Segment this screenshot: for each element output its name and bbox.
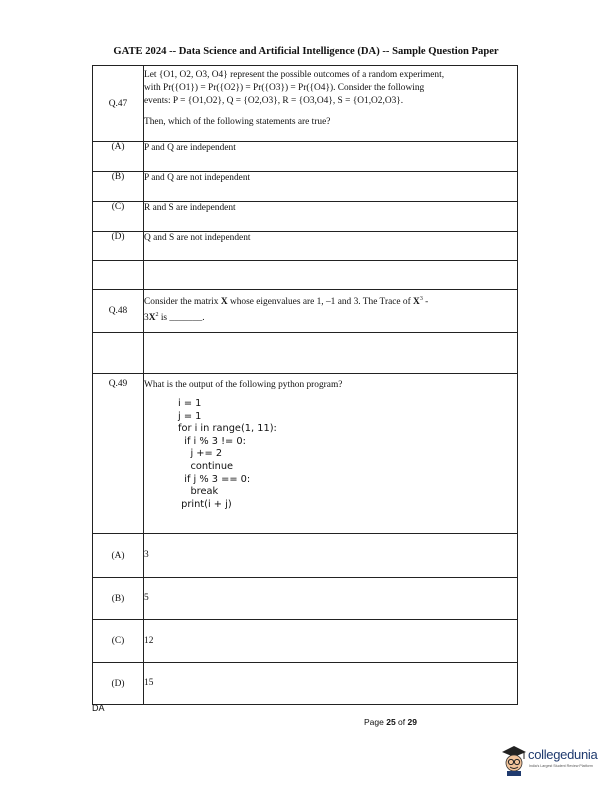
footer-subject-code: DA bbox=[92, 703, 105, 713]
option-row bbox=[93, 172, 518, 202]
option-label: (A) bbox=[93, 142, 144, 172]
option-row bbox=[93, 232, 518, 261]
question-number: Q.47 bbox=[93, 66, 144, 142]
brand-name: collegedunia bbox=[528, 747, 598, 762]
footer-page-number: Page 25 of 29 bbox=[364, 717, 417, 727]
option-label: (D) bbox=[93, 663, 144, 705]
option-text: Q and S are not independent bbox=[144, 232, 518, 261]
question-text bbox=[144, 66, 518, 142]
question-text bbox=[144, 374, 518, 534]
question-row-48 bbox=[93, 290, 518, 333]
option-row bbox=[93, 142, 518, 172]
option-row bbox=[93, 578, 518, 620]
spacer-row bbox=[93, 333, 518, 374]
option-text: 3 bbox=[144, 534, 518, 578]
question-line: Then, which of the following statements are true? bbox=[144, 117, 331, 127]
option-row bbox=[93, 534, 518, 578]
option-text: 5 bbox=[144, 578, 518, 620]
question-number: Q.48 bbox=[93, 290, 144, 333]
code-block: i = 1 j = 1 for i in range(1, 11): if i % 3 != 0: j += 2 continue if j % 3 == 0: break print(i + j) bbox=[178, 398, 277, 510]
option-row bbox=[93, 620, 518, 663]
question-line: events: P = {O1,O2}, Q = {O2,O3}, R = {O3,O4}, S = {O1,O2,O3}. bbox=[144, 96, 404, 106]
option-row bbox=[93, 663, 518, 705]
option-label: (D) bbox=[93, 232, 144, 261]
collegedunia-logo bbox=[500, 745, 606, 785]
option-label: (A) bbox=[93, 534, 144, 578]
question-table bbox=[92, 65, 518, 705]
question-line: Let {O1, O2, O3, O4} represent the possible outcomes of a random experiment, bbox=[144, 70, 445, 80]
brand-tagline: India's Largest Student Review Platform bbox=[529, 764, 593, 768]
option-label: (C) bbox=[93, 620, 144, 663]
option-label: (C) bbox=[93, 202, 144, 232]
question-text: Consider the matrix X whose eigenvalues are 1, –1 and 3. The Trace of $X^3$ - $3X^2$ is _______. bbox=[144, 290, 518, 333]
question-line: with Pr({O1}) = Pr({O2}) = Pr({O3}) = Pr({O4}). Consider the following bbox=[144, 83, 425, 93]
option-text: P and Q are independent bbox=[144, 142, 518, 172]
question-number: Q.49 bbox=[93, 374, 144, 534]
question-row-47 bbox=[93, 66, 518, 142]
option-row bbox=[93, 202, 518, 232]
spacer-row bbox=[93, 261, 518, 290]
option-text: 12 bbox=[144, 620, 518, 663]
option-text: R and S are independent bbox=[144, 202, 518, 232]
option-text: 15 bbox=[144, 663, 518, 705]
question-line: What is the output of the following python program? bbox=[144, 380, 343, 390]
page-header-title: GATE 2024 -- Data Science and Artificial Intelligence (DA) -- Sample Question Paper bbox=[113, 46, 499, 57]
option-label: (B) bbox=[93, 172, 144, 202]
question-row-49 bbox=[93, 374, 518, 534]
graduate-mascot-icon bbox=[500, 745, 528, 777]
option-text: P and Q are not independent bbox=[144, 172, 518, 202]
option-label: (B) bbox=[93, 578, 144, 620]
